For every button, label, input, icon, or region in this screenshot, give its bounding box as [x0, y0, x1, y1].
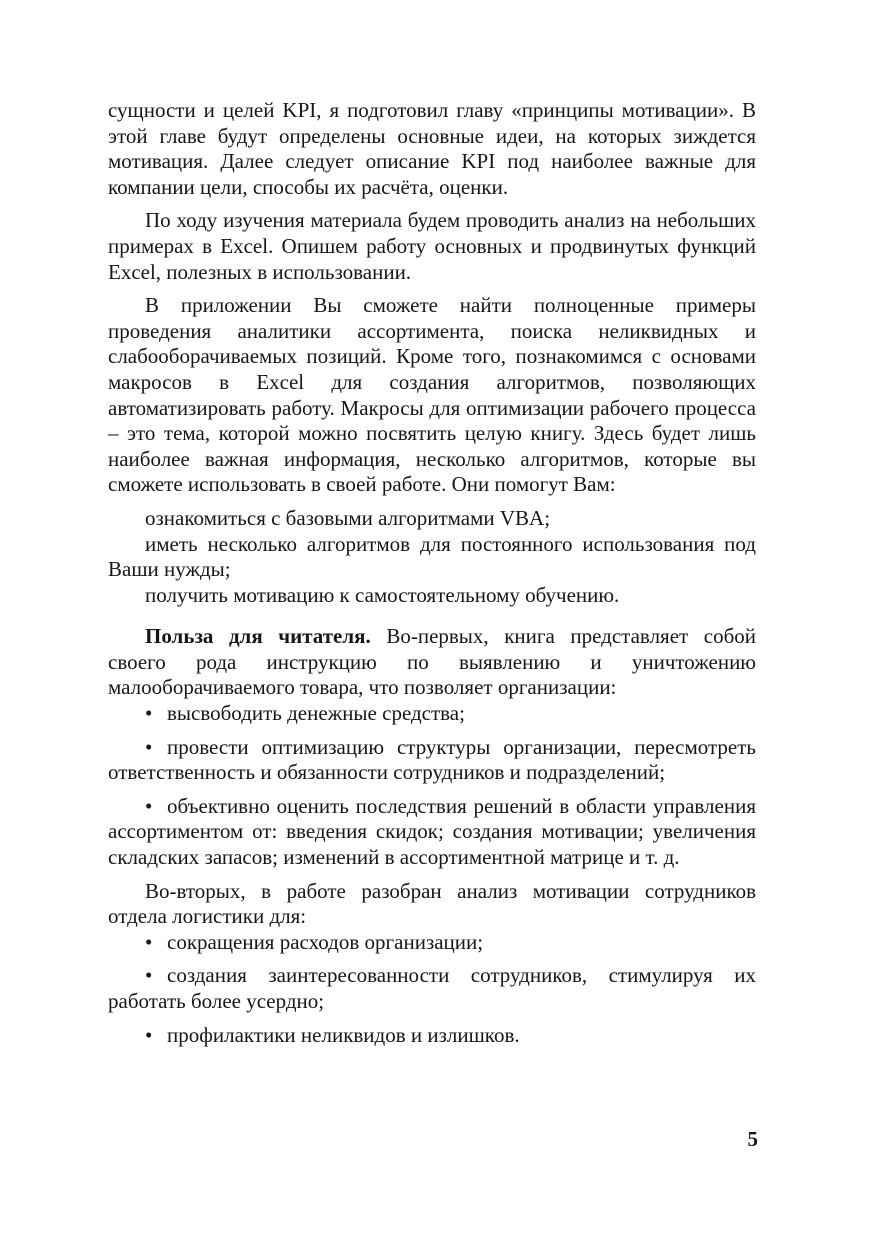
first-bullet-list [108, 701, 756, 871]
list-item-text: сокращения расходов организации; [167, 929, 484, 954]
bullet-icon: • [145, 701, 153, 726]
list-item-text: создания заинтересованности сотрудников, стимулируя их работать более усердно; [108, 963, 756, 1013]
benefit-text: Во-первых, книга представляет собой своего рода инструкцию по выявлению и уничтожению малооборачиваемого товара, что позволяет организации: [108, 624, 757, 700]
benefit-paragraph [108, 624, 756, 701]
list-item [108, 794, 756, 871]
list-item-text: объективно оценить последствия решений в области управления ассортиментом от: введения скидок; создания мотивации; увеличения складских запасов; изменений в ассортиментной матрице и т. д. [108, 793, 756, 870]
list-item [108, 1023, 756, 1049]
second-bullet-list [108, 930, 756, 1048]
intro-paragraph-2: По ходу изучения материала будем проводить анализ на небольших примерах в Excel. Опишем работу основных и продвинутых функций Excel, полезных в использовании. [108, 208, 756, 284]
page-number: 5 [747, 1127, 758, 1151]
list-item-text: провести оптимизацию структуры организации, пересмотреть ответственность и обязанности сотрудников и подразделений; [108, 734, 756, 785]
body-text [108, 98, 756, 1048]
goals-list [108, 506, 756, 608]
list-item-text: профилактики неликвидов и излишков. [167, 1022, 520, 1047]
list-item [108, 930, 756, 956]
list-item-text: высвободить денежные средства; [167, 701, 465, 726]
bullet-icon: • [145, 1022, 153, 1047]
list-item [108, 963, 756, 1014]
list-item [108, 701, 756, 727]
intro-paragraph-1: сущности и целей KPI, я подготовил главу «принципы мотивации». В этой главе будут определены основные идеи, на которых зиждется мотивация. Далее следует описание KPI под наиболее важные для компании цели, способы их расчёта, оценки. [108, 98, 756, 199]
benefit-heading: Польза для читателя. [145, 624, 371, 649]
bullet-icon: • [145, 963, 153, 988]
goal-item: ознакомиться с базовыми алгоритмами VBA; [145, 505, 551, 530]
bullet-icon: • [145, 793, 153, 818]
goal-item: иметь несколько алгоритмов для постоянного использования под Ваши нужды; [108, 531, 756, 582]
goal-item: получить мотивацию к самостоятельному обучению. [145, 582, 620, 607]
second-paragraph: Во-вторых, в работе разобран анализ мотивации сотрудников отдела логистики для: [108, 878, 756, 929]
bullet-icon: • [145, 929, 153, 954]
bullet-icon: • [145, 734, 153, 759]
intro-paragraph-3: В приложении Вы сможете найти полноценные примеры проведения аналитики ассортимента, поиска неликвидных и слабооборачиваемых позиций. Кроме того, познакомимся с основами макросов в Excel для создания алгоритмов, позволяющих автоматизировать работу. Макросы для оптимизации рабочего процесса – это тема, которой можно посвятить целую книгу. Здесь будет лишь наиболее важная информация, несколько алгоритмов, которые вы сможете использовать в своей работе. Они помогут Вам: [108, 293, 756, 497]
list-item [108, 735, 756, 786]
